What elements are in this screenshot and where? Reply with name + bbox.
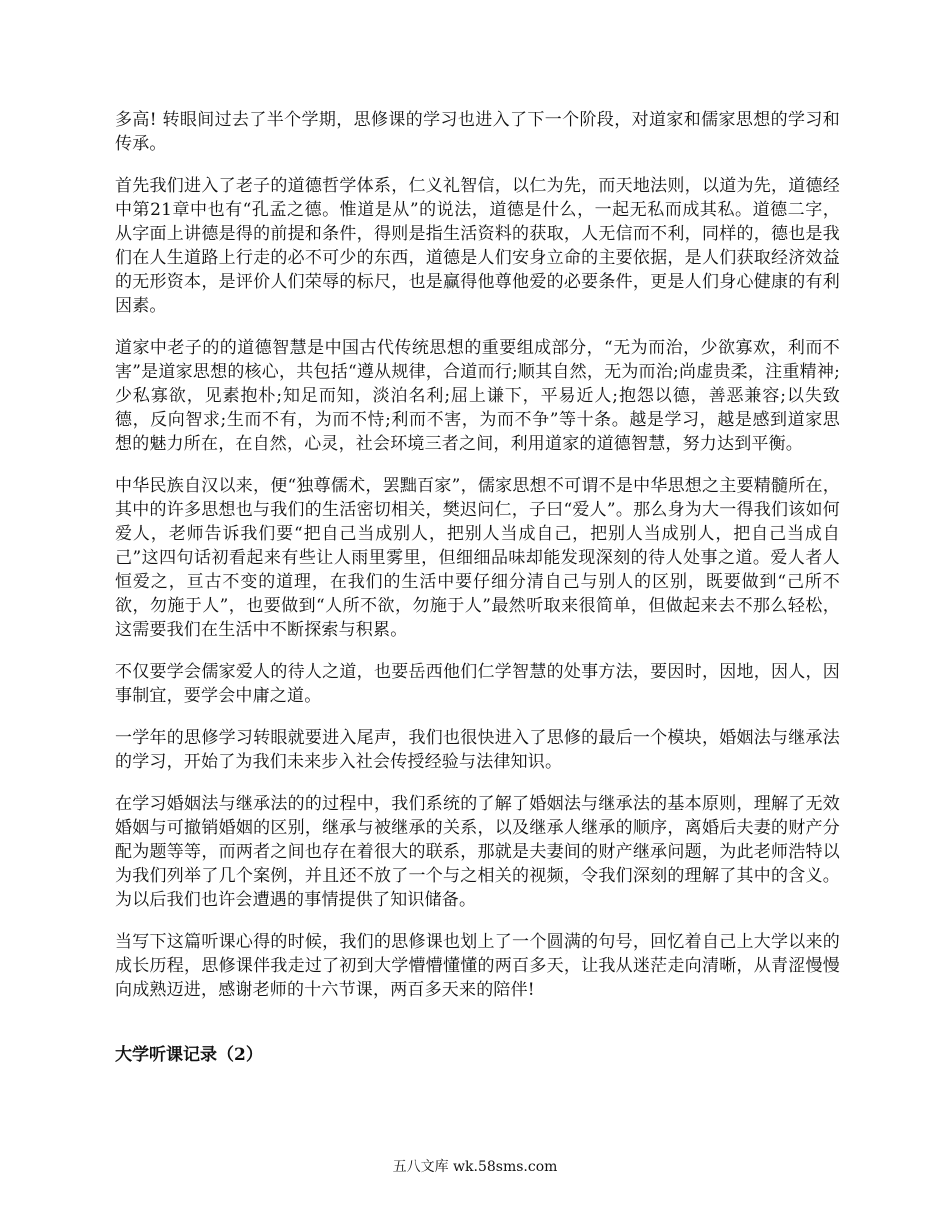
- paragraph-5: 不仅要学会儒家爱人的待人之道，也要岳西他们仁学智慧的处事方法，要因时，因地，因人，因事制宜，要学会中庸之道。: [115, 662, 840, 706]
- paragraph-8: 当写下这篇听课心得的时候，我们的思修课也划上了一个圆满的句号，回忆着自己上大学以来的成长历程，思修课伴我走过了初到大学懵懵懂懂的两百多天，让我从迷茫走向清晰，从青涩慢慢向成熟迈进，感谢老师的十六节课，两百多天来的陪伴!: [115, 932, 840, 1000]
- paragraph-3: 道家中老子的的道德智慧是中国古代传统思想的重要组成部分，“无为而治，少欲寡欢，利而不害”是道家思想的核心，共包括“遵从规律，合道而行;顺其自然，无为而治;尚虚贵柔，注重精神;少私寡欲，见素抱朴;知足而知，淡泊名利;屈上谦下，平易近人;抱怨以德，善恶兼容;以失致德，反向智求;生而不有，为而不恃;利而不害，为而不争”等十条。越是学习，越是感到道家思想的魅力所在，在自然，心灵，社会环境三者之间，利用道家的道德智慧，努力达到平衡。: [115, 338, 840, 454]
- paragraph-4: 中华民族自汉以来，便“独尊儒术，罢黜百家”，儒家思想不可谓不是中华思想之主要精髓所在，其中的许多思想也与我们的生活密切相关，樊迟问仁，子曰“爱人”。那么身为大一得我们该如何爱人，老师告诉我们要“把自己当成别人，把别人当成自己，把别人当成别人，把自己当成自己”这四句话初看起来有些让人雨里雾里，但细细品味却能发现深刻的待人处事之道。爱人者人恒爱之，亘古不变的道理，在我们的生活中要仔细分清自己与别人的区别，既要做到“己所不欲，勿施于人”，也要做到“人所不欲，勿施于人”最然听取来很简单，但做起来去不那么轻松，这需要我们在生活中不断探索与积累。: [115, 476, 840, 640]
- paragraph-6: 一学年的思修学习转眼就要进入尾声，我们也很快进入了思修的最后一个模块，婚姻法与继承法的学习，开始了为我们未来步入社会传授经验与法律知识。: [115, 728, 840, 772]
- document-body: [115, 108, 840, 1020]
- paragraph-7: 在学习婚姻法与继承法的的过程中，我们系统的了解了婚姻法与继承法的基本原则，理解了无效婚姻与可撤销婚姻的区别，继承与被继承的关系，以及继承人继承的顺序，离婚后夫妻的财产分配为题等等，而两者之间也存在着很大的联系，那就是夫妻间的财产继承问题，为此老师浩特以为我们列举了几个案例，并且还不放了一个与之相关的视频，令我们深刻的理解了其中的含义。为以后我们也许会遭遇的事情提供了知识储备。: [115, 794, 840, 910]
- section-heading: 大学听课记录（2）: [115, 1045, 263, 1065]
- page-footer: 五八文库 wk.58sms.com: [392, 1159, 558, 1175]
- paragraph-1: 多高! 转眼间过去了半个学期，思修课的学习也进入了下一个阶段，对道家和儒家思想的学习和传承。: [115, 110, 840, 154]
- paragraph-2: 首先我们进入了老子的道德哲学体系，仁义礼智信，以仁为先，而天地法则，以道为先，道德经中第21章中也有“孔孟之德。惟道是从”的说法，道德是什么，一起无私而成其私。道德二字，从字面上讲德是得的前提和条件，得则是指生活资料的获取，人无信而不利，同样的，德也是我们在人生道路上行走的必不可少的东西，道德是人们安身立命的主要依据，是人们获取经济效益的无形资本，是评价人们荣辱的标尺，也是赢得他尊他爱的必要条件，更是人们身心健康的有利因素。: [115, 176, 840, 316]
